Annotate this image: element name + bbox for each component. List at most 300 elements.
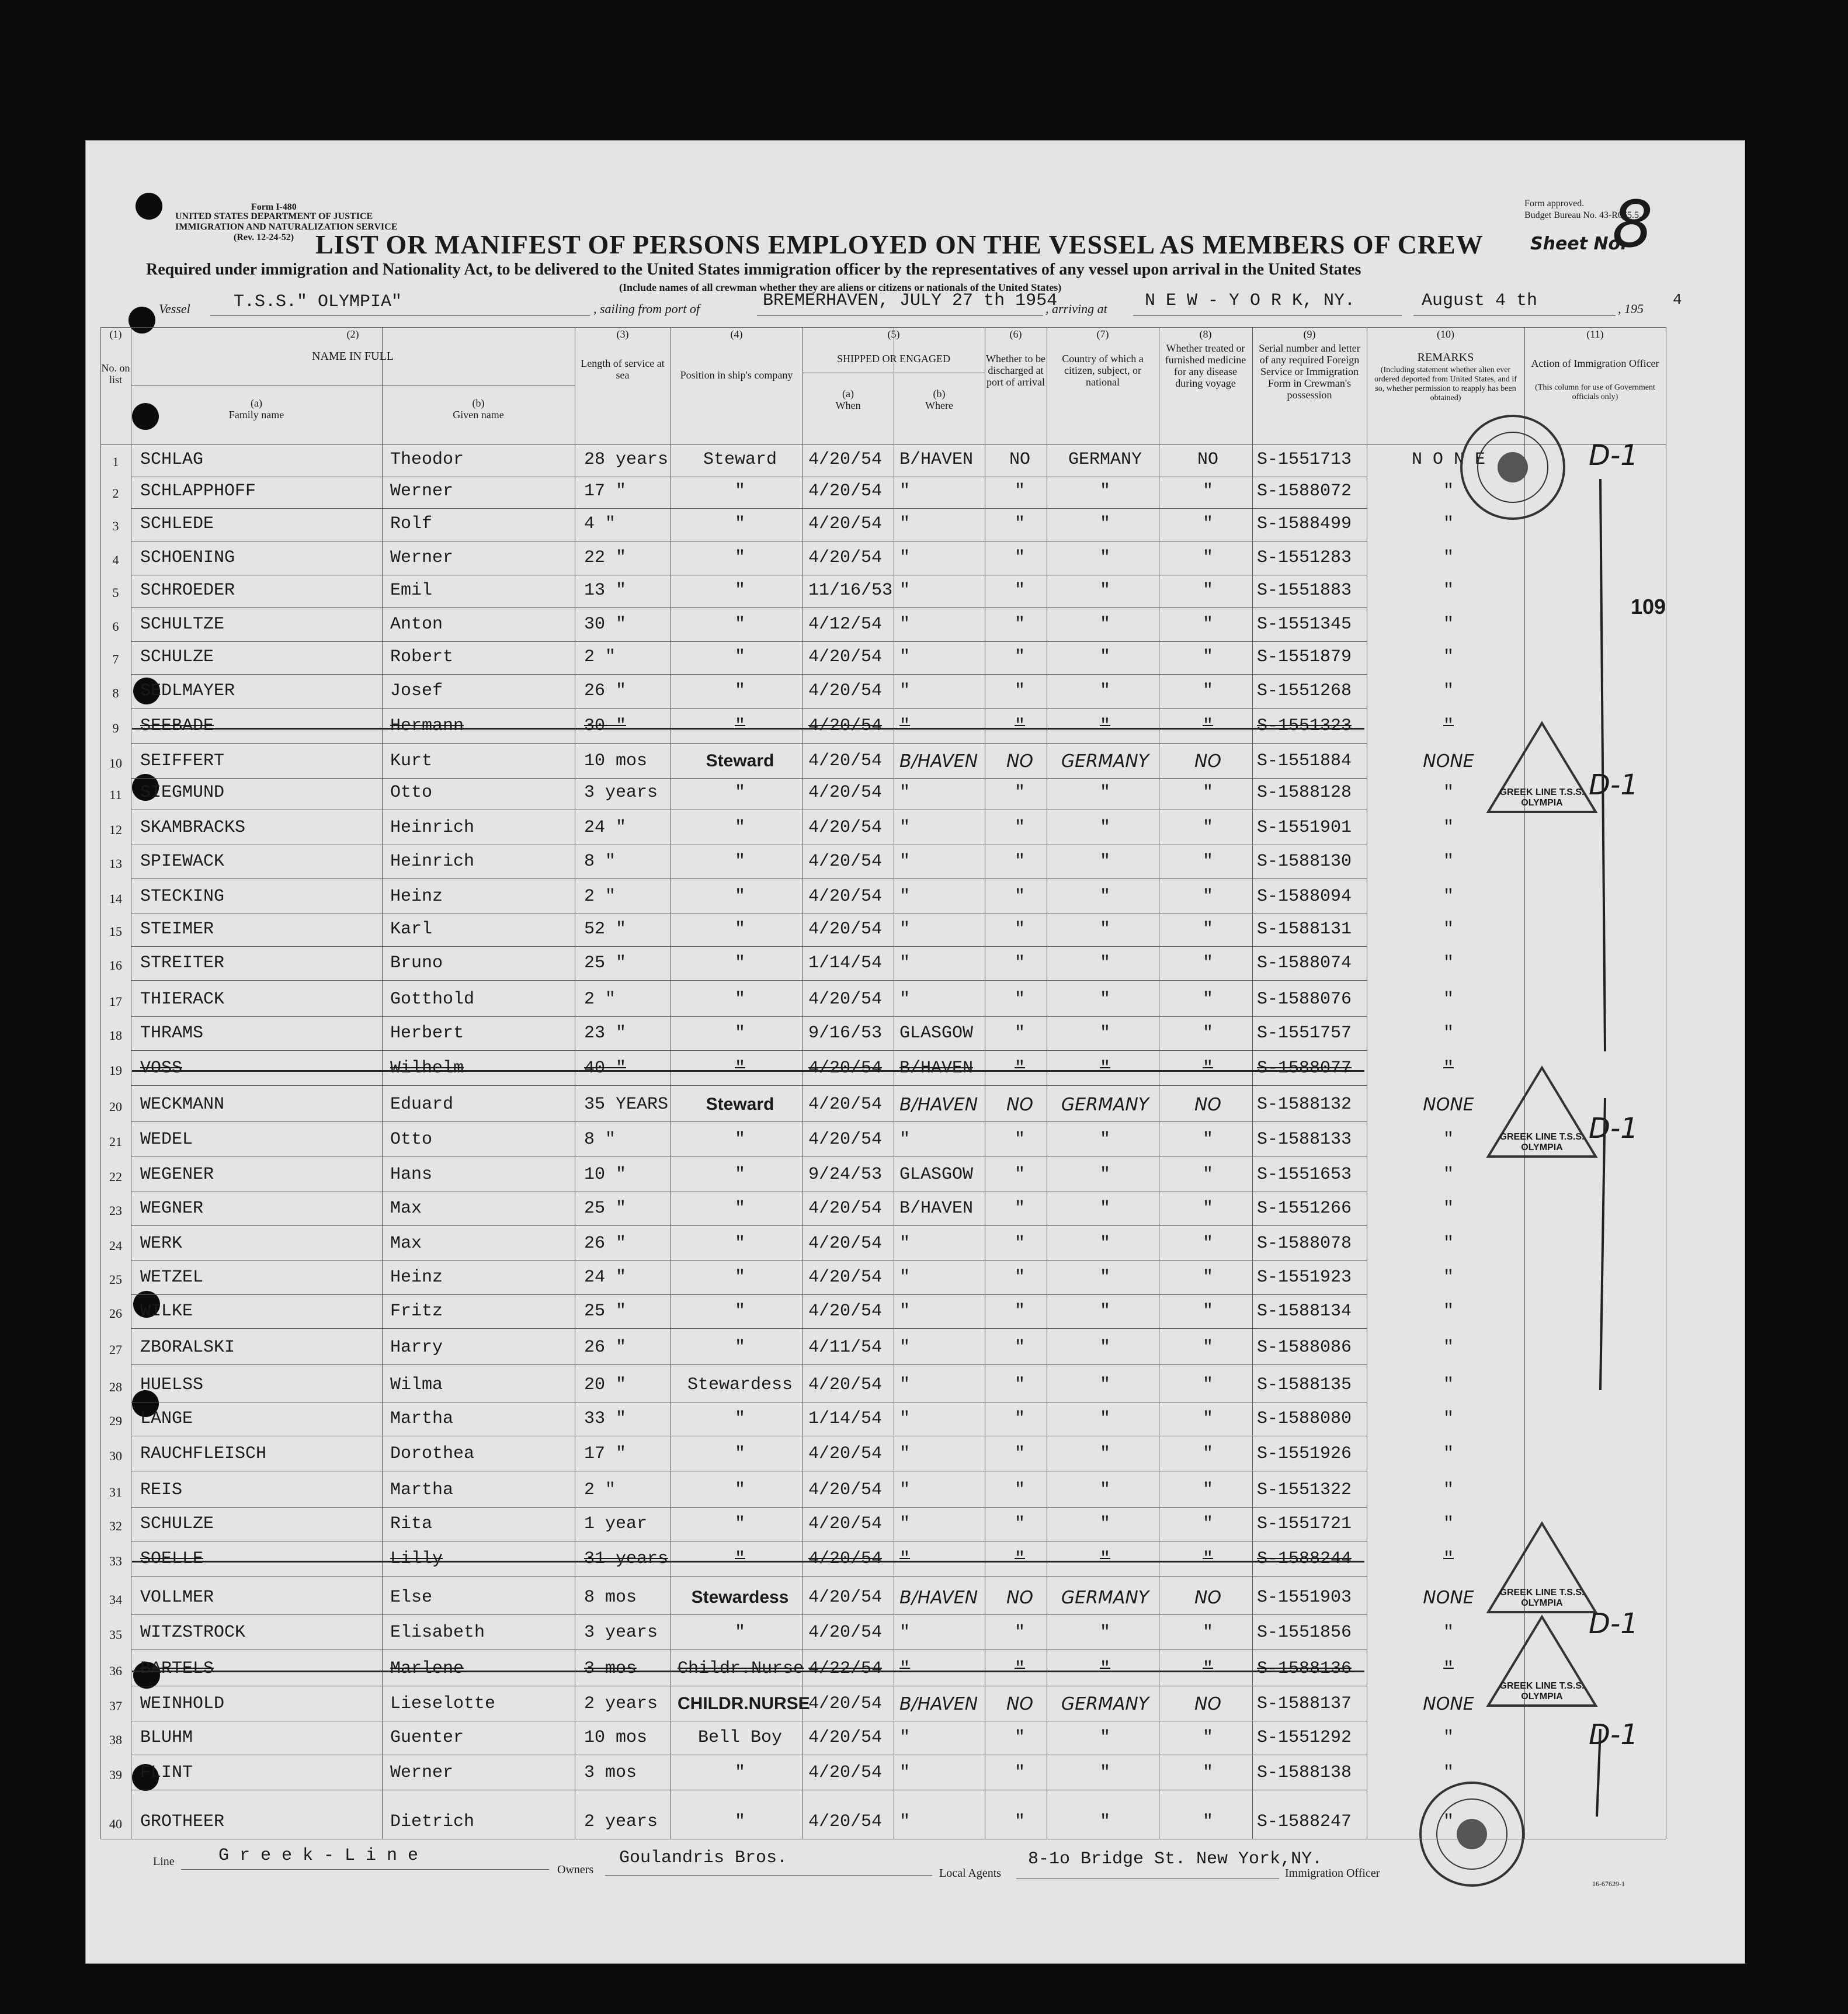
grid-line [131, 1121, 1367, 1122]
form-revision: (Rev. 12-24-52) [234, 232, 294, 242]
cell-service: 40 " [584, 1058, 627, 1078]
cell-country: " [1099, 1234, 1110, 1253]
row-number: 10 [109, 756, 122, 770]
cell-med: " [1202, 919, 1213, 939]
cell-family: WEGNER [140, 1199, 204, 1218]
cell-when: 1/14/54 [808, 1409, 883, 1429]
cell-family: SCHULZE [140, 1514, 214, 1534]
cell-disch: " [1014, 614, 1025, 634]
cell-position: " [734, 989, 745, 1009]
officer-label: Immigration Officer [1285, 1867, 1380, 1880]
cell-service: 1 year [584, 1514, 648, 1534]
cell-serial: S-1551721 [1257, 1514, 1352, 1534]
row-number: 14 [109, 891, 122, 906]
strike-line [132, 728, 1364, 730]
cell-given: Bruno [390, 953, 443, 973]
cell-serial: S-1588137 [1257, 1694, 1352, 1714]
strike-line [132, 1070, 1364, 1072]
cell-disch: " [1014, 548, 1025, 568]
cell-family: SCHLEDE [140, 514, 214, 534]
cell-position: " [734, 514, 745, 534]
cell-when: 4/20/54 [808, 1514, 883, 1534]
cell-position: " [734, 1549, 745, 1569]
cell-remarks: " [1443, 989, 1454, 1009]
cell-when: 4/20/54 [808, 1058, 883, 1078]
cell-family: SCHULZE [140, 647, 214, 667]
col1-header: No. on list [101, 362, 130, 386]
cell-country: " [1099, 953, 1110, 973]
col4-header: Position in ship's company [680, 369, 793, 381]
stamp-text: GREEK LINE T.S.S. OLYMPIA [1499, 1132, 1585, 1152]
cell-disch: " [1014, 1623, 1025, 1643]
cell-family: STECKING [140, 887, 225, 907]
cell-when: 11/16/53 [808, 581, 893, 600]
cell-when: 4/20/54 [808, 548, 883, 568]
cell-when: 4/20/54 [808, 1728, 883, 1748]
cell-country: " [1099, 581, 1110, 600]
cell-when: 4/20/54 [808, 1234, 883, 1253]
cell-where: " [899, 1409, 911, 1429]
cell-remarks: " [1443, 1763, 1454, 1783]
cell-service: 26 " [584, 1338, 627, 1357]
cell-remarks: " [1443, 1623, 1454, 1643]
cell-service: 4 " [584, 514, 616, 534]
col2b-header: (b) Given name [453, 397, 504, 421]
action-mark: D-1 [1589, 439, 1638, 472]
cell-disch: " [1014, 1480, 1025, 1500]
vessel-name: T.S.S." OLYMPIA" [234, 292, 402, 312]
cell-service: 10 mos [584, 751, 648, 771]
punch-hole [136, 193, 162, 220]
cell-where: " [899, 647, 911, 667]
cell-when: 4/20/54 [808, 1549, 883, 1569]
cell-where: " [899, 1763, 911, 1783]
cell-family: SIEGMUND [140, 783, 225, 803]
cell-position: Stewardess [691, 1588, 789, 1607]
row-number: 18 [109, 1028, 122, 1043]
cell-serial: S-1588247 [1257, 1812, 1352, 1832]
row-number: 31 [109, 1485, 122, 1499]
cell-service: 25 " [584, 1199, 627, 1218]
cell-service: 25 " [584, 953, 627, 973]
cell-service: 24 " [584, 1268, 627, 1287]
cell-country: " [1099, 614, 1110, 634]
cell-disch: NO [1006, 1095, 1034, 1115]
cell-where: B/HAVEN [899, 1095, 978, 1115]
cell-serial: S-1551903 [1257, 1588, 1352, 1607]
cell-position: " [734, 953, 745, 973]
cell-given: Otto [390, 783, 433, 803]
cell-country: " [1099, 818, 1110, 838]
cell-disch: " [1014, 1165, 1025, 1185]
cell-position: Stewardess [687, 1375, 793, 1395]
cell-serial: S-1588133 [1257, 1130, 1352, 1150]
arriving-label: , arriving at [1045, 301, 1107, 316]
cell-when: 4/20/54 [808, 1694, 883, 1714]
grid-line [131, 778, 1367, 779]
cell-when: 4/20/54 [808, 989, 883, 1009]
cell-family: SOELLE [140, 1549, 204, 1569]
cell-country: " [1099, 716, 1110, 736]
row-number: 2 [112, 486, 119, 501]
cell-given: Josef [390, 681, 443, 701]
cell-service: 8 " [584, 1130, 616, 1150]
cell-serial: S-1551901 [1257, 818, 1352, 838]
cell-country: " [1099, 1409, 1110, 1429]
cell-when: 4/20/54 [808, 1623, 883, 1643]
cell-service: 30 " [584, 614, 627, 634]
cell-disch: NO [1006, 1588, 1034, 1608]
cell-serial: S-1551757 [1257, 1023, 1352, 1043]
row-number: 29 [109, 1414, 122, 1428]
cell-country: " [1099, 1659, 1110, 1679]
cell-given: Martha [390, 1480, 454, 1500]
cell-serial: S-1551879 [1257, 647, 1352, 667]
cell-serial: S-1588086 [1257, 1338, 1352, 1357]
cell-med: " [1202, 481, 1213, 501]
owners-label: Owners [557, 1863, 594, 1876]
grid-line [131, 1050, 1367, 1051]
cell-given: Emil [390, 581, 433, 600]
action-mark: D-1 [1589, 1112, 1638, 1145]
cell-family: RAUCHFLEISCH [140, 1444, 267, 1464]
row-number: 37 [109, 1699, 122, 1713]
col6-number: (6) [1009, 328, 1022, 340]
grid-line [131, 980, 1367, 981]
cell-family: LANGE [140, 1409, 193, 1429]
document-subtitle: Required under immigration and Nationality Act, to be delivered to the United States immigration officer by the representatives of any vessel upon arrival in the United States [146, 261, 1361, 279]
cell-when: 4/20/54 [808, 919, 883, 939]
cell-country: " [1099, 1165, 1110, 1185]
row-number: 30 [109, 1449, 122, 1463]
cell-family: WERK [140, 1234, 183, 1253]
col4-number: (4) [730, 328, 743, 340]
col5a-header: (a) When [835, 388, 861, 411]
cell-where: " [899, 1728, 911, 1748]
row-number: 28 [109, 1380, 122, 1394]
row-number: 12 [109, 822, 122, 837]
grid-line [131, 1507, 1367, 1508]
grid-line [131, 878, 1367, 879]
cell-when: 4/20/54 [808, 1480, 883, 1500]
cell-position: " [734, 1165, 745, 1185]
col10-header: REMARKS [1417, 351, 1474, 364]
col3-number: (3) [616, 328, 629, 340]
cell-when: 4/20/54 [808, 1812, 883, 1832]
cell-where: " [899, 681, 911, 701]
cell-where: " [899, 481, 911, 501]
cell-when: 4/20/54 [808, 1095, 883, 1114]
row-number: 11 [109, 787, 122, 802]
consulate-seal-bottom [1413, 1776, 1530, 1893]
document-subnote: (Include names of all crewman whether they are aliens or citizens or nationals of the United States) [619, 282, 1062, 293]
cell-where: " [899, 1268, 911, 1287]
cell-family: SEEBADE [140, 716, 214, 736]
cell-family: SCHLAG [140, 450, 204, 470]
cell-disch: " [1014, 1268, 1025, 1287]
cell-med: " [1202, 1514, 1213, 1534]
cell-serial: S-1588244 [1257, 1549, 1352, 1569]
row-number: 34 [109, 1592, 122, 1607]
cell-family: WILKE [140, 1301, 193, 1321]
cell-serial: S-1588136 [1257, 1659, 1352, 1679]
cell-service: 3 mos [584, 1763, 637, 1783]
cell-disch: " [1014, 1409, 1025, 1429]
grid-line [100, 327, 1666, 328]
cell-where: GLASGOW [899, 1023, 974, 1043]
strike-line [132, 1561, 1364, 1562]
cell-family: SCHROEDER [140, 581, 235, 600]
cell-position: " [734, 1480, 745, 1500]
cell-disch: " [1014, 989, 1025, 1009]
row-number: 25 [109, 1272, 122, 1287]
sailing-label: , sailing from port of [593, 301, 700, 316]
cell-where: " [899, 581, 911, 600]
cell-med: " [1202, 887, 1213, 907]
row-number: 8 [112, 686, 119, 700]
cell-where: B/HAVEN [899, 450, 974, 470]
cell-when: 4/20/54 [808, 887, 883, 907]
cell-disch: " [1014, 1659, 1025, 1679]
cell-where: " [899, 953, 911, 973]
cell-disch: " [1014, 1549, 1025, 1569]
cell-remarks: " [1443, 852, 1454, 871]
cell-given: Rita [390, 1514, 433, 1534]
row-number: 17 [109, 994, 122, 1009]
row-number: 6 [112, 619, 119, 634]
row-number: 23 [109, 1203, 122, 1218]
cell-serial: S-1551283 [1257, 548, 1352, 568]
cell-where: " [899, 614, 911, 634]
cell-family: SPIEWACK [140, 852, 225, 871]
cell-service: 3 mos [584, 1659, 637, 1679]
cell-med: " [1202, 1728, 1213, 1748]
cell-remarks: " [1443, 1480, 1454, 1500]
cell-country: " [1099, 1444, 1110, 1464]
cell-serial: S-1551856 [1257, 1623, 1352, 1643]
cell-family: SEIFFERT [140, 751, 225, 771]
grid-line [131, 1016, 1367, 1017]
cell-country: " [1099, 1763, 1110, 1783]
cell-position: " [734, 581, 745, 600]
cell-disch: " [1014, 1514, 1025, 1534]
cell-med: " [1202, 1444, 1213, 1464]
cell-when: 4/20/54 [808, 1375, 883, 1395]
row-number: 4 [112, 553, 119, 567]
cell-where: " [899, 852, 911, 871]
cell-given: Guenter [390, 1728, 464, 1748]
cell-disch: " [1014, 1301, 1025, 1321]
cell-med: " [1202, 548, 1213, 568]
row-number: 27 [109, 1342, 122, 1357]
cell-disch: " [1014, 1728, 1025, 1748]
cell-med: NO [1194, 1694, 1222, 1714]
cell-serial: S-1588138 [1257, 1763, 1352, 1783]
cell-remarks: " [1443, 647, 1454, 667]
cell-where: " [899, 716, 911, 736]
cell-country: " [1099, 1375, 1110, 1395]
cell-position: " [734, 818, 745, 838]
form-approved: Form approved. [1524, 199, 1585, 209]
cell-service: 10 mos [584, 1728, 648, 1748]
cell-position: " [734, 919, 745, 939]
cell-given: Werner [390, 1763, 454, 1783]
cell-disch: " [1014, 1812, 1025, 1832]
cell-service: 10 " [584, 1165, 627, 1185]
cell-family: GROTHEER [140, 1812, 225, 1832]
cell-remarks: " [1443, 1514, 1454, 1534]
cell-serial: S-1588134 [1257, 1301, 1352, 1321]
action-mark: D-1 [1589, 1718, 1638, 1751]
grid-line [131, 708, 1367, 709]
cell-disch: " [1014, 852, 1025, 871]
cell-country: " [1099, 852, 1110, 871]
cell-disch: " [1014, 919, 1025, 939]
cell-given: Wilhelm [390, 1058, 464, 1078]
cell-med: NO [1194, 1588, 1222, 1608]
cell-remarks: " [1443, 1728, 1454, 1748]
cell-where: " [899, 919, 911, 939]
cell-serial: S-1551322 [1257, 1480, 1352, 1500]
grid-line [100, 444, 1666, 445]
cell-when: 4/20/54 [808, 450, 883, 470]
cell-where: " [899, 887, 911, 907]
cell-disch: " [1014, 1763, 1025, 1783]
cell-country: " [1099, 1268, 1110, 1287]
row-number: 3 [112, 519, 119, 533]
row-number: 20 [109, 1099, 122, 1114]
cell-where: " [899, 1375, 911, 1395]
vessel-label: Vessel [159, 301, 190, 316]
cell-remarks: " [1443, 1444, 1454, 1464]
cell-med: " [1202, 1763, 1213, 1783]
cell-service: 30 " [584, 716, 627, 736]
cell-when: 1/14/54 [808, 953, 883, 973]
cell-remarks: " [1443, 1058, 1454, 1078]
cell-med: " [1202, 1234, 1213, 1253]
cell-service: 17 " [584, 481, 627, 501]
cell-remarks: " [1443, 1409, 1454, 1429]
cell-service: 52 " [584, 919, 627, 939]
cell-med: " [1202, 1623, 1213, 1643]
grid-line [131, 1225, 1367, 1226]
cell-given: Max [390, 1234, 422, 1253]
cell-where: " [899, 1234, 911, 1253]
cell-position: Steward [703, 450, 777, 470]
cell-remarks: " [1443, 581, 1454, 600]
cell-given: Elisabeth [390, 1623, 485, 1643]
row-number: 36 [109, 1664, 122, 1678]
cell-disch: " [1014, 953, 1025, 973]
cell-med: " [1202, 1338, 1213, 1357]
grid-line [131, 508, 1367, 509]
col6-header: Whether to be discharged at port of arrival [986, 353, 1045, 388]
cell-position: " [734, 1058, 745, 1078]
cell-serial: S-1551266 [1257, 1199, 1352, 1218]
cell-serial: S-1588135 [1257, 1375, 1352, 1395]
col10-number: (10) [1437, 328, 1454, 340]
row-number: 5 [112, 585, 119, 600]
cell-where: " [899, 989, 911, 1009]
cell-where: " [899, 1338, 911, 1357]
col8-number: (8) [1199, 328, 1212, 340]
cell-where: " [899, 1514, 911, 1534]
cell-country: GERMANY [1061, 1095, 1149, 1115]
cell-med: " [1202, 1812, 1213, 1832]
cell-med: " [1202, 1130, 1213, 1150]
cell-where: " [899, 1301, 911, 1321]
cell-serial: S-1588072 [1257, 481, 1352, 501]
grid-line [131, 674, 1367, 675]
cell-family: WITZSTROCK [140, 1623, 246, 1643]
cell-position: " [734, 681, 745, 701]
agents-label: Local Agents [939, 1867, 1002, 1880]
form-service: IMMIGRATION AND NATURALIZATION SERVICE [175, 222, 398, 232]
cell-given: Hans [390, 1165, 433, 1185]
cell-given: Heinz [390, 1268, 443, 1287]
cell-service: 3 years [584, 1623, 658, 1643]
cell-country: " [1099, 989, 1110, 1009]
cell-given: Gotthold [390, 989, 475, 1009]
cell-position: Bell Boy [697, 1728, 783, 1748]
row-number: 24 [109, 1238, 122, 1253]
col7-number: (7) [1096, 328, 1109, 340]
cell-service: 13 " [584, 581, 627, 600]
cell-family: FLINT [140, 1763, 193, 1783]
action-mark: D-1 [1589, 1607, 1638, 1640]
cell-remarks: " [1443, 1301, 1454, 1321]
cell-remarks: " [1443, 783, 1454, 803]
year-suffix: 4 [1673, 291, 1682, 308]
cell-when: 4/20/54 [808, 783, 883, 803]
cell-given: Dorothea [390, 1444, 475, 1464]
cell-remarks: " [1443, 1165, 1454, 1185]
form-department: UNITED STATES DEPARTMENT OF JUSTICE [175, 211, 373, 221]
cell-when: 4/20/54 [808, 1588, 883, 1607]
cell-given: Werner [390, 548, 454, 568]
col8-header: Whether treated or furnished medicine for any disease during voyage [1165, 342, 1246, 389]
cell-disch: " [1014, 581, 1025, 600]
cell-given: Martha [390, 1409, 454, 1429]
row-number: 38 [109, 1732, 122, 1747]
cell-position: " [734, 852, 745, 871]
cell-given: Rolf [390, 514, 433, 534]
stamp-text: GREEK LINE T.S.S. OLYMPIA [1499, 1681, 1585, 1702]
cell-serial: S-1588128 [1257, 783, 1352, 803]
sheet-number: 8 [1612, 187, 1653, 262]
cell-country: " [1099, 481, 1110, 501]
cell-remarks: " [1443, 1375, 1454, 1395]
cell-position: " [734, 1763, 745, 1783]
cell-given: Fritz [390, 1301, 443, 1321]
cell-country: " [1099, 1514, 1110, 1534]
cell-med: " [1202, 1659, 1213, 1679]
cell-given: Heinrich [390, 818, 475, 838]
cell-med: " [1202, 681, 1213, 701]
cell-serial: S-1588131 [1257, 919, 1352, 939]
consulate-seal-top [1454, 409, 1571, 526]
cell-serial: S-1551268 [1257, 681, 1352, 701]
col5b-header: (b) Where [925, 388, 953, 411]
cell-serial: S-1551923 [1257, 1268, 1352, 1287]
cell-where: GLASGOW [899, 1165, 974, 1185]
cell-family: WECKMANN [140, 1095, 225, 1114]
row-number: 32 [109, 1519, 122, 1533]
cell-disch: " [1014, 887, 1025, 907]
cell-med: " [1202, 1165, 1213, 1185]
cell-service: 23 " [584, 1023, 627, 1043]
cell-med: " [1202, 1058, 1213, 1078]
